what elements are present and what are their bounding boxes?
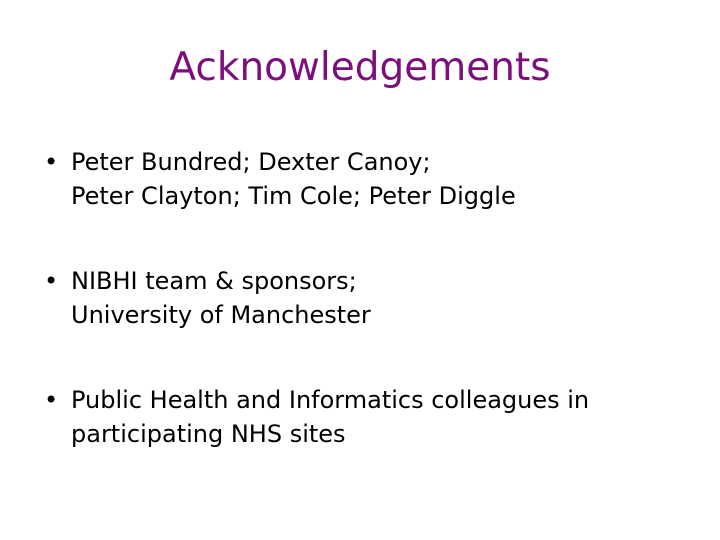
bullet-marker: • bbox=[44, 148, 59, 176]
bullet-list bbox=[44, 145, 704, 502]
bullet-text-line: NIBHI team & sponsors; bbox=[71, 267, 357, 295]
bullet-marker: • bbox=[44, 267, 59, 295]
slide-title: Acknowledgements bbox=[169, 45, 551, 90]
bullet-item-2 bbox=[44, 264, 704, 332]
bullet-item-1 bbox=[44, 145, 704, 213]
bullet-text-line: University of Manchester bbox=[71, 301, 371, 329]
bullet-marker: • bbox=[44, 386, 59, 414]
bullet-text-line: participating NHS sites bbox=[71, 420, 346, 448]
bullet-text-line: Peter Bundred; Dexter Canoy; bbox=[71, 148, 431, 176]
bullet-text-line: Peter Clayton; Tim Cole; Peter Diggle bbox=[71, 182, 516, 210]
bullet-text-line: Public Health and Informatics colleagues in bbox=[71, 386, 590, 414]
bullet-item-3 bbox=[44, 383, 704, 451]
